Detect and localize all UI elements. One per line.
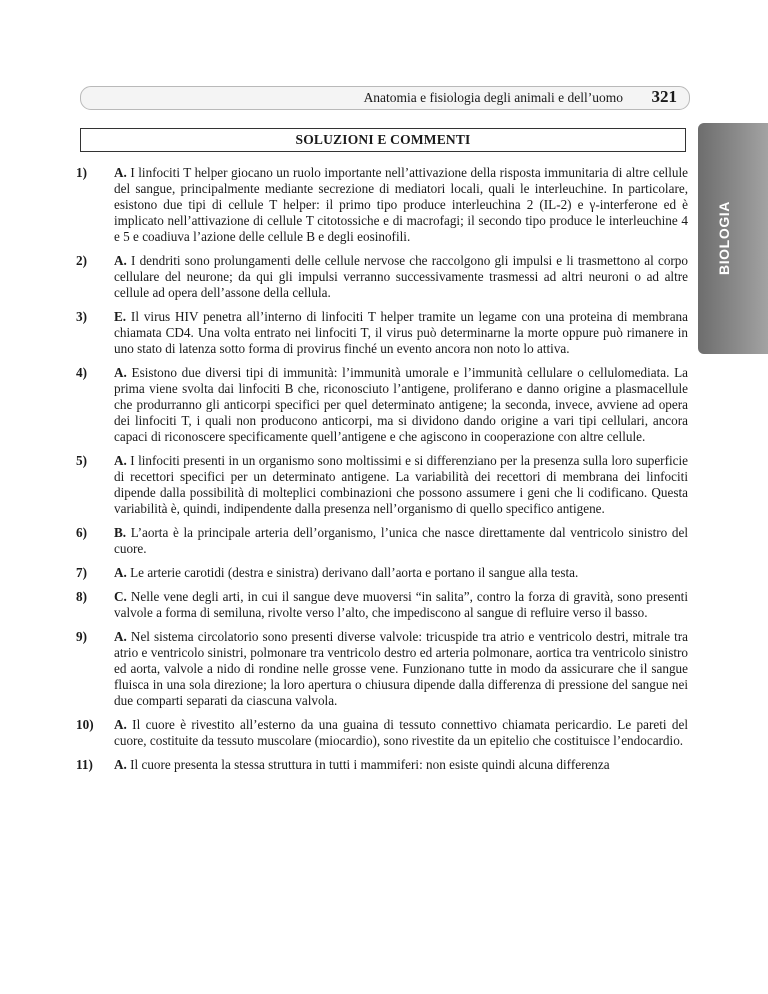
solution-answer: A. [114,717,127,732]
solution-item [76,165,688,245]
solutions-list [76,165,688,781]
solution-number: 8) [76,589,87,604]
solution-number: 9) [76,629,87,644]
solution-text: I dendriti sono prolungamenti delle cellule nervose che raccolgono gli impulsi e li trasmettono al corpo cellulare del neurone; da qui gli impulsi verranno successivamente trasmessi ad altri neuroni o ad altre cellule ad opera dell’assone della cellula. [114,253,688,300]
solution-number: 3) [76,309,87,324]
solution-text: Le arterie carotidi (destra e sinistra) derivano dall’aorta e portano il sangue alla testa. [126,565,579,580]
solution-number: 5) [76,453,87,468]
solution-text: Il virus HIV penetra all’interno di linfociti T helper tramite un legame con una proteina di membrana chiamata CD4. Una volta entrato nei linfociti T, il virus può determinarne la morte oppure può rimanere in uno stato di latenza sotto forma di provirus finché un evento ancora non noto lo attiva. [114,309,688,356]
solution-text: Nelle vene degli arti, in cui il sangue deve muoversi “in salita”, contro la forza di gravità, sono presenti valvole a forma di semiluna, rivolte verso l’alto, che impediscono al sangue di refluire verso il basso. [114,589,688,620]
solution-number: 4) [76,365,87,380]
solution-item [76,757,688,773]
page-number: 321 [651,87,677,106]
solution-item [76,453,688,517]
solution-item [76,629,688,709]
header-title: Anatomia e fisiologia degli animali e dell’uomo [363,90,623,105]
solution-answer: E. [114,309,127,324]
solution-answer: A. [114,365,127,380]
solution-text: I linfociti presenti in un organismo sono moltissimi e si differenziano per la presenza sulla loro superficie di recettori specifici per un determinato antigene. La variabilità dei recettori di membrana dei linfociti dipende dalla possibilità di molteplici combinazioni che possono assumere i geni che li codificano. Questa variabilità è, quindi, indipendente dalla presenza nell’organismo di quello specifico antigene. [114,453,688,516]
solution-number: 7) [76,565,87,580]
solution-answer: A. [114,629,127,644]
section-heading-box [80,128,686,152]
solution-item [76,253,688,301]
solution-text: L’aorta è la principale arteria dell’organismo, l’unica che nasce direttamente dal ventricolo sinistro del cuore. [114,525,688,556]
solution-number: 2) [76,253,87,268]
solution-item [76,309,688,357]
solution-answer: A. [114,565,127,580]
solution-item [76,565,688,581]
solution-text: I linfociti T helper giocano un ruolo importante nell’attivazione della risposta immunitaria di altre cellule del sangue, principalmente mediante secrezione di mediatori locali, quali le interleuchine. In particolare, esistono due tipi di cellule T helper: il primo tipo produce interleuchina 2 (IL-2) e γ-interferone ed è implicato nell’attivazione di cellule T citotossiche e di macrofagi; il secondo tipo produce le interleuchine 4 e 5 e coadiuva l’azione delle cellule B e degli eosinofili. [114,165,688,244]
section-title: SOLUZIONI E COMMENTI [295,132,471,147]
solution-text: Esistono due diversi tipi di immunità: l’immunità umorale e l’immunità cellulare o cellulomediata. La prima viene svolta dai linfociti B che, riconosciuto l’antigene, proliferano e danno origine a plasmacellule che produrranno gli anticorpi specifici per quel determinato antigene; la seconda, invece, avviene ad opera dei linfociti T, i quali non producono anticorpi, ma si dividono dando origine a vari tipi cellulari, ancora capaci di riconoscere specificamente quell’antigene e che agiscono in cooperazione con altre cellule. [114,365,688,444]
solution-text: Il cuore presenta la stessa struttura in tutti i mammiferi: non esiste quindi alcuna differenza [126,757,610,772]
solution-number: 10) [76,717,94,732]
solution-item [76,365,688,445]
solution-number: 6) [76,525,87,540]
solution-answer: A. [114,253,127,268]
solution-number: 11) [76,757,93,772]
solution-text: Il cuore è rivestito all’esterno da una guaina di tessuto connettivo chiamata pericardio. Le pareti del cuore, costituite da tessuto muscolare (miocardio), sono rivestite da un epitelio che costituisce l’endocardio. [114,717,688,748]
solution-text: Nel sistema circolatorio sono presenti diverse valvole: tricuspide tra atrio e ventricolo destri, mitrale tra atrio e ventricolo sinistri, polmonare tra ventricolo destro ed arteria polmonare, aortica tra ventricolo sinistro ed aorta, valvole a nido di rondine nelle grosse vene. Funzionano tutte in modo da assicurare che il sangue fluisca in una sola direzione; la loro apertura o chiusura dipende dalla differenza di pressione del sangue nei due comparti separati da ciascuna valvola. [114,629,688,708]
solution-item [76,589,688,621]
solution-answer: B. [114,525,127,540]
side-tab-label: BIOLOGIA [716,200,732,276]
solution-item [76,717,688,749]
solution-answer: A. [114,757,127,772]
section-thumb-tab [698,123,768,354]
solution-answer: A. [114,165,127,180]
solution-number: 1) [76,165,87,180]
running-header [80,86,690,110]
solution-answer: C. [114,589,127,604]
solution-item [76,525,688,557]
solution-answer: A. [114,453,127,468]
